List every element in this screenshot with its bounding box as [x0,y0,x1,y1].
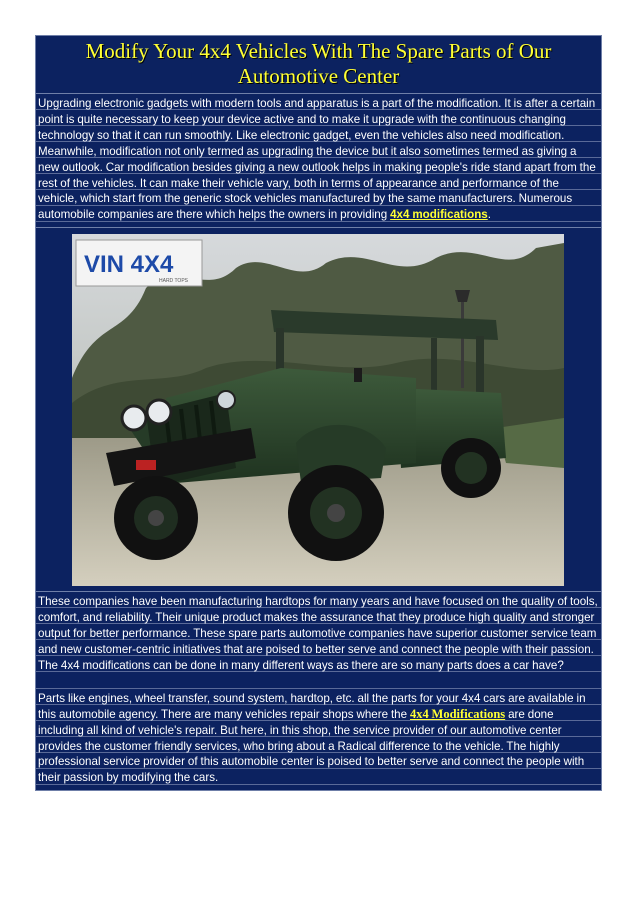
paragraph-spacer [36,678,601,689]
page-title: Modify Your 4x4 Vehicles With The Spare Parts of Our Automotive Center [36,36,601,94]
parts-text-after: are done including all kind of vehicle's repair. But here, in this shop, the service provider of our automotive center provides the customer friendly services, who bring about a Radical difference to the vehicle. The highly professional service provider of this automobile center is poised to better serve and connect the people with their passion by modifying the cars. [38,707,585,785]
modified-jeep-photo [36,228,601,591]
logo-subtext: HARD TOPS [159,278,188,285]
vehicle-photo-frame [36,227,601,592]
4x4-modifications-link-2[interactable]: 4x4 Modifications [409,706,506,721]
intro-text: Upgrading electronic gadgets with modern tools and apparatus is a part of the modification. It is after a certain point is quite necessary to keep your device active and to make it upgrade with the continuous changing technology so that it can run smoothly. Like electronic gadget, even the vehicles also need modification. Meanwhile, modification not only termed as upgrading the device but it also sometimes termed as giving a new outlook. Car modification besides giving a new outlook helps in making people's ride stand apart from the rest of the vehicles. It can make their vehicle vary, both in terms of appearance and performance of the vehicle, which start from the generic stock vehicles manufactured by the same manufacturers. Numerous automobile companies are there which helps the owners in providing [38,97,596,222]
4x4-modifications-link[interactable]: 4x4 modifications [390,208,488,222]
logo-text: VIN 4X4 [84,251,174,279]
parts-text-before: Parts like engines, wheel transfer, sound system, hardtop, etc. all the parts for your 4x4 cars are available in this automobile agency. There are many vehicles repair shops where the [38,691,586,721]
hardtops-paragraph: These companies have been manufacturing hardtops for many years and have focused on the quality of tools, comfort, and reliability. Their unique product makes the assurance that they produce high quality and stronger output for better performance. These spare parts automotive companies have superior customer service team and new customer-centric initiatives that are poised to better serve and connect the people with their passion. The 4x4 modifications can be done in many different ways as there are so many parts does a car have? [36,592,601,678]
vin4x4-logo [76,240,202,286]
document-page [35,35,602,791]
intro-paragraph [36,94,601,227]
intro-tail: . [487,208,491,222]
parts-paragraph [36,689,601,790]
